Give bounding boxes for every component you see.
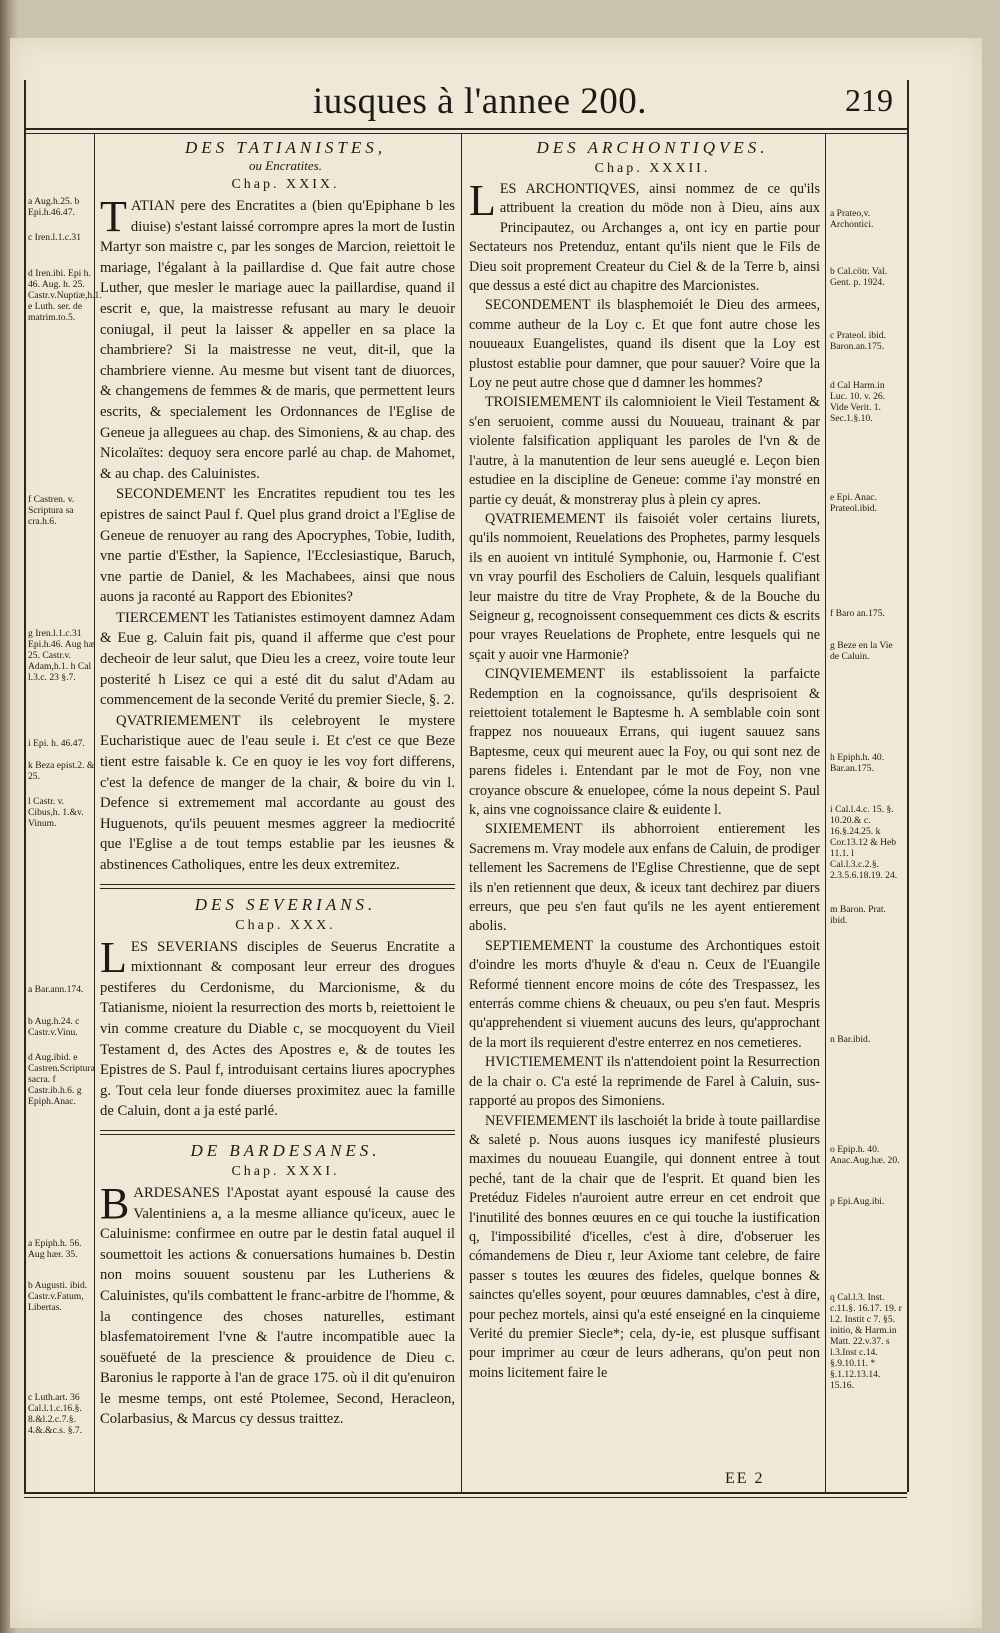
margin-note: i Epi. h. 46.47. bbox=[28, 738, 85, 749]
paragraph: TROISIEMEMENT ils calomnioient le Vieil Testament & s'en seruoient, comme aussi du Nouueau, trainant & par violente falsification appliquant les paroles de l'vn & de l'autre, à la manutention de leur sens aueuglé e. Leçon bien estudiee en la discipline de Geneue: comme i'ay monstré en partie cy deuát, & monstreray plus à plein cy apres. bbox=[469, 394, 820, 508]
left-column bbox=[100, 138, 455, 1430]
margin-note: b Augusti. ibid. Castr.v.Fatum, Libertas. bbox=[28, 1280, 88, 1313]
chapter-heading: Chap. XXXII. bbox=[594, 161, 711, 176]
section-bardesanes bbox=[100, 1141, 455, 1430]
paragraph: ES SEVERIANS disciples de Seuerus Encratite a mixtionnant & composant leur erreur des drogues pestiferes du Cerdonisme, du Marcionisme, & du Tatianisme, nioient la resurrection des morts b, reiettoient le vin comme creature du Diable c, se mocquoyent du Vieil Testament d, des Actes des Apostres e, & de toutes les Epistres de S. Paul f, introduisant certains liures apocryphes g. Tout cela leur fonde diuerses proximitez auec la famille de Caluin, dont a ja esté parlé. bbox=[100, 938, 455, 1120]
right-column bbox=[469, 138, 820, 1383]
paragraph: SIXIEMEMENT ils abhorroient entierement les Sacremens m. Vray modele aux enfans de Caluin, de prodiger tellement les Sacremens de l'Eglise Chrestienne, que de sept ils n'en retiennent que deux, & iceux tant dechirez par diuers erreurs, que peu s'en faut qu'ils ne les ayent entierement abolis. bbox=[469, 821, 820, 935]
section-tatianistes bbox=[100, 138, 455, 876]
margin-note: k Beza epist.2. & 25. bbox=[28, 760, 95, 782]
signature-mark: EE 2 bbox=[725, 1470, 765, 1487]
margin-note: b Cal.cötr. Val. Gent. p. 1924. bbox=[830, 266, 888, 288]
margin-note: c Luth.art. 36 Cal.l.1.c.16.§. 8.&l.2.c.7.§. 4.&.&c.s. §.7. bbox=[28, 1392, 83, 1436]
margin-note: d Iren.ibi. Epi h. 46. Aug. h. 25. Castr.v.Nuptiæ,h.1. e Luth. ser. de matrim.to.5. bbox=[28, 268, 102, 323]
paragraph: HVICTIEMEMENT ils n'attendoient point la Resurrection de la chair o. C'a esté la reprimende de Farel à Caluin, sus-rapporté au propos des Simoniens. bbox=[469, 1054, 820, 1110]
section-title: DES SEVERIANS. bbox=[194, 894, 377, 914]
margin-note: d Aug.ibid. e Castren.Scriptura sacra. f Castr.ib.h.6. g Epiph.Anac. bbox=[28, 1052, 95, 1107]
margin-note: h Epiph.h. 40. Bar.an.175. bbox=[830, 752, 885, 774]
margin-note: m Baron. Prat. ibid. bbox=[830, 904, 886, 926]
margin-note: g Iren.l.1.c.31 Epi.h.46. Aug hæ 25. Castr.v. Adam,h.1. h Cal l.3.c. 23 §.7. bbox=[28, 628, 95, 683]
paragraph: CINQVIEMEMENT ils establissoient la parfaicte Redemption en la cognoissance, qu'ils desprisoient & reiettoient totalement le Baptesme h. A semblable coin sont frappez nos nouueaux Errans, qui iugent sauuez sans Baptesme, ceux qui meurent auec la Foy, ou qui sont nez de parens fideles i. Entendant par le mot de Foy, non vne croyance obscure & enuelopee, cóme la nous depeint S. Paul k, ains vne cognoissance claire & euidente l. bbox=[469, 666, 820, 818]
margin-note: e Epi. Anac. Prateol.ibid. bbox=[830, 492, 877, 514]
paragraph: ES ARCHONTIQVES, ainsi nommez de ce qu'ils attribuent la creation du möde non à Dieu, ains aux Principautez, ou Archanges a, ont icy en partie pour Sectateurs nos Pretenduz, entant qu'ils nient que le Fils de Dieu soit proprement Createur du Ciel & de la Terre b, ainsi que dessus a esté dict au chapitre des Marcionistes. bbox=[469, 181, 820, 295]
chapter-heading: Chap. XXX. bbox=[235, 917, 336, 933]
margin-note: d Cal Harm.in Luc. 10. v. 26. Vide Verit. 1. Sec.1.§.10. bbox=[830, 380, 886, 424]
paragraph: TIERCEMENT les Tatianistes estimoyent damnez Adam & Eue g. Caluin fait pis, quand il afferme que c'est pour decheoir de leur salut, que Dieu les a creez, voire toute leur posterité h Lisez ce qui a esté dit du salut d'Adam au commencement de la seconde Verité du premier Siecle, §. 2. bbox=[100, 609, 455, 709]
section-title: DES ARCHONTIQVES. bbox=[536, 138, 769, 157]
margin-note: p Epi.Aug.ibi. bbox=[830, 1196, 885, 1207]
drop-cap: B bbox=[100, 1178, 130, 1228]
margin-note: a Bar.ann.174. bbox=[28, 984, 84, 995]
chapter-heading: Chap. XXXI. bbox=[231, 1163, 340, 1179]
margin-note: c Iren.l.1.c.31 bbox=[28, 232, 82, 243]
footer-rule-thin bbox=[24, 1497, 907, 1498]
footer-rule bbox=[24, 1492, 907, 1494]
page-number: 219 bbox=[845, 82, 893, 118]
margin-note: l Castr. v. Cibus,h. 1.&v. Vinum. bbox=[28, 796, 84, 829]
drop-cap: T bbox=[100, 192, 127, 241]
margin-note: g Beze en la Vie de Caluin. bbox=[830, 640, 893, 662]
right-margin-rule bbox=[825, 133, 826, 1492]
chapter-heading: Chap. XXIX. bbox=[231, 177, 340, 192]
section-separator bbox=[100, 1130, 455, 1135]
paragraph: NEVFIEMEMENT ils laschoiét la bride à toute paillardise & saleté p. Nous auons iusques icy manifesté plusieurs maximes du nouueau Euangile, qui donnent entree à tout peché, tant de la chair que de l'esprit. Et quand bien les Pretéduz Fideles n'auroient autre erreur en cet endroit que l'inutilité des bonnes œuures en ce qui touche la iustification q, l'impossibilité d'icelles, c'est à dire, d'obseruer les cómandemens de Dieu r, leur Axiome tant celebre, de faire passer s toutes les œuures des fideles, quelque bonnes & sainctes qu'elles soyent, pour œuures damnables, c'est à dire, pour pechez mortels, ainsi qu'a esté enseigné en la cinquieme Verité du premier Siecle*; cela, dy-ie, est plusque suffisant pour imprimer au cœur de leurs adherans, qu'on peut non moins licitement faire le bbox=[469, 1112, 820, 1381]
paragraph: ARDESANES l'Apostat ayant espousé la cause des Valentiniens a, a la mesme alliance qu'iceux, auec le Caluinisme: confirmee en outre par le destin fatal auquel il soumettoit les actions & conuersations humaines b. Destin non moins souuent soustenu par les Lutheriens & Caluinistes, qu'ils combattent le franc-arbitre de l'homme, & la contingence des choses naturelles, estimant blasfematoirement l'vne & l'autre incompatible auec la souëfueté de la prescience & prouidence de Dieu c. Baronius le rapporte à l'an de grace 175. où il dit qu'enuiron le mesme temps, ont esté Ptolemee, Second, Heracleon, Colarbasius, & Marcus cy dessus traittez. bbox=[100, 1184, 455, 1428]
paragraph: ATIAN pere des Encratites a (bien qu'Epiphane b les diuise) s'estant laissé corrompre apres la mort de Iustin Martyr son maistre c, par les songes de Marcion, reiettoit le mariage, l'égalant à la paillardise d. Que fait autre chose Luther, que mesler le mariage auec la paillardise, quand il escrit e, que, la maistresse refusant au mary le deuoir coniugal, il peut la laisser & appeller en sa place la chambriere? Si la maistresse ne veut, dit-il, que la chambriere vienne. Au mesme but visent tant de diuorces, & changemens de femmes & de maris, que permettent leurs escrits, & specialement les Ordonnances de l'Eglise de Geneue ja alleguees au chap. des Simoniens, & au chap. des Nicolaïtes: dequoy sera encore parlé au chap. de Mahomet, & au chap. des Caluinistes. bbox=[100, 198, 455, 482]
margin-note: f Castren. v. Scriptura sa cra.h.6. bbox=[28, 494, 75, 527]
section-title: DE BARDESANES. bbox=[190, 1140, 381, 1160]
margin-note: q Cal.l.3. Inst. c.11.§. 16.17. 19. r l.2. Instit c 7. §5. initio, & Harm.in Matt. 22.v.37. s l.3.Inst c.14. §.9.10.11. * §.1.12.13.14. 15.16. bbox=[830, 1292, 902, 1391]
margin-note: b Aug.h.24. c Castr.v.Vinu. bbox=[28, 1016, 80, 1038]
section-archontiques bbox=[469, 138, 820, 1383]
margin-note: c Prateol. ibid. Baron.an.175. bbox=[830, 330, 886, 352]
margin-note: f Baro an.175. bbox=[830, 608, 885, 619]
drop-cap: L bbox=[100, 932, 127, 982]
margin-note: a Prateo,v. Archontici. bbox=[830, 208, 874, 230]
section-subtitle: ou Encratites. bbox=[249, 158, 322, 173]
margin-note: o Epip.h. 40. Anac.Aug.hæ. 20. bbox=[830, 1144, 900, 1166]
margin-note: n Bar.ibid. bbox=[830, 1034, 871, 1045]
column-divider bbox=[461, 133, 462, 1492]
paragraph: SECONDEMENT ils blasphemoiét le Dieu des armees, comme autheur de la Loy c. Et que font autre chose les nouueaux Euangelistes, quand ils disent que la Loy est plustost establie pour damner, que pour sauuer? Voire que la Loy ne peut autre chose que d damner les hommes? bbox=[469, 297, 820, 392]
header-rule bbox=[24, 128, 907, 130]
paragraph: SEPTIEMEMENT la coustume des Archontiques estoit d'oindre les morts d'huyle & d'eau n. Ceux de l'Euangile Reformé tiennent encore moins de cóte des Trespassez, les enterrás comme chiens & cheuaux, ou peu s'en faut. Mespris qu'apprehendent si viuement aucuns des leurs, qu'approchant de la mort ils requierent d'estre enterrez en nos cemetieres. bbox=[469, 937, 820, 1051]
drop-cap: L bbox=[469, 176, 496, 225]
margin-note: i Cal.l.4.c. 15. §. 10.20.& c. 16.§.24.25. k Cor.13.12 & Heb 11.1. l Cal.l.3.c.2.§. 2.3.5.6.18.19. 24. bbox=[830, 804, 898, 881]
margin-note: a Epiph.h. 56. Aug hær. 35. bbox=[28, 1238, 82, 1260]
paragraph: QVATRIEMEMENT ils faisoiét voler certains liurets, qu'ils nommoient, Reuelations des Prophetes, parmy lesquels ils en auoient vn intitulé Symphonie, ou, Harmonie f. C'est vn vray pourfil des Escholiers de Caluin, lesquels qualifiant leur maistre du titre de Vray Prophete, & de la Bouche du Seigneur g, recognoissent consequemment ces dicts & escrits pour vrayes Reuelations de Prophete, entre lesquels qui ne sçait y auoir vne Harmonie? bbox=[469, 510, 820, 663]
section-severians bbox=[100, 895, 455, 1122]
running-title: iusques à l'annee 200. bbox=[312, 81, 648, 122]
paragraph: QVATRIEMEMENT ils celebroyent le mystere Eucharistique auec de l'eau seule i. Et c'est ce que Beze tient estre faisable k. Ce en quoy ie les voy fort differens, c'est la defence de manger de la chair, & boire du vin l. Defence si extremement mal accordante au goust des Huguenots, qu'ils peuuent mesmes aggreer la mediocrité que l'Eglise a de tout temps establie par les ieusnes & abstinences Catholiques, entre les deux extremitez. bbox=[100, 712, 455, 873]
paragraph: SECONDEMENT les Encratites repudient tou tes les epistres de sainct Paul f. Quel plus grand droict a l'Eglise de Geneue de renuoyer au rang des Apocryphes, Tobie, Iudith, vne partie d'Esther, la Sapience, l'Ecclesiastique, Baruch, vne partie de Daniel, & les Machabees, ainsi que nous auons ja raconté au Rapport des Ebionites? bbox=[100, 486, 455, 606]
section-separator bbox=[100, 884, 455, 889]
header-rule-thin bbox=[24, 133, 907, 134]
section-title: DES TATIANISTES, bbox=[185, 138, 386, 157]
page-frame-right-rule bbox=[907, 80, 909, 1492]
margin-note: a Aug.h.25. b Epi.h.46.47. bbox=[28, 196, 80, 218]
